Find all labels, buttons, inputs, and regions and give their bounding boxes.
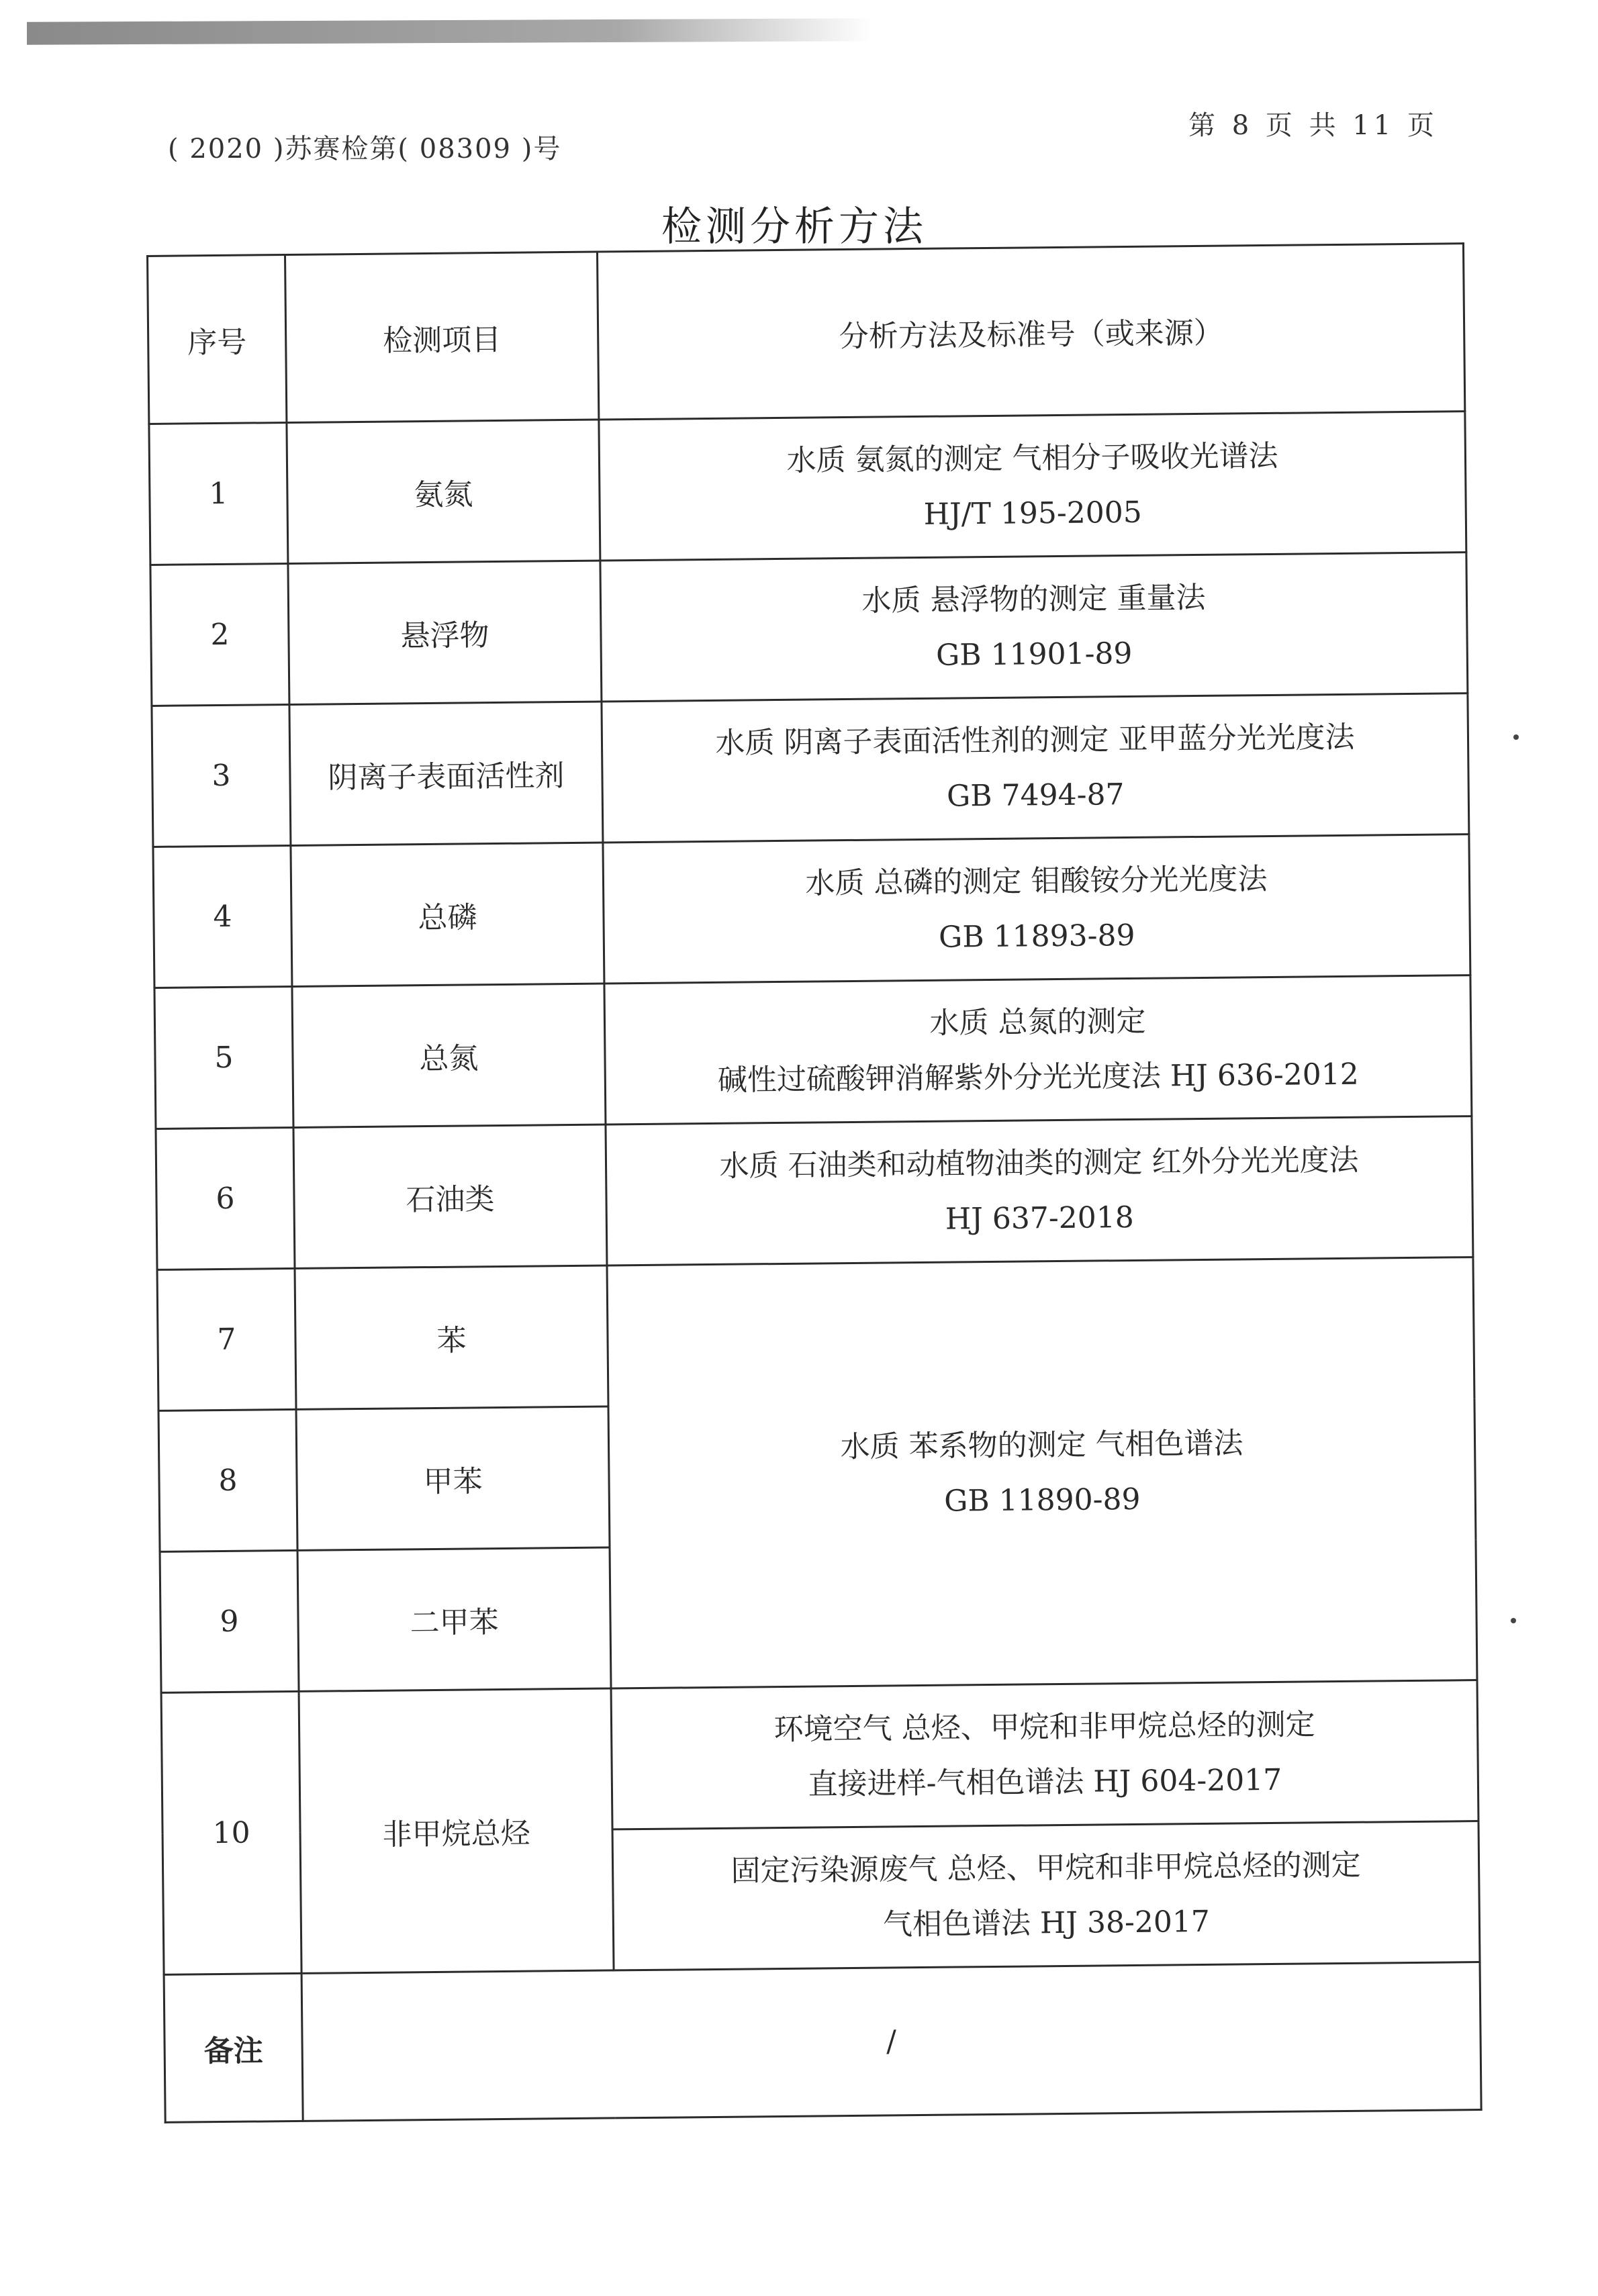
row-method xyxy=(604,975,1472,1125)
method-standard: 碱性过硫酸钾消解紫外分光光度法 HJ 636-2012 xyxy=(717,1057,1359,1098)
table-row xyxy=(157,1257,1474,1411)
table-row xyxy=(161,1680,1478,1834)
row-method xyxy=(599,412,1466,561)
row-no: 1 xyxy=(149,423,288,565)
document-title: 检测分析方法 xyxy=(661,203,927,250)
row-item: 氨氮 xyxy=(287,420,600,563)
method-standard: 直接进样-气相色谱法 HJ 604-2017 xyxy=(808,1762,1282,1802)
row-method xyxy=(600,553,1468,702)
row-no: 7 xyxy=(157,1268,296,1410)
method-standard: GB 7494-87 xyxy=(946,777,1125,814)
row-no: 8 xyxy=(158,1409,297,1551)
table-row xyxy=(153,834,1470,988)
remark-row xyxy=(164,1962,1481,2123)
row-no: 4 xyxy=(153,845,292,988)
row-method xyxy=(606,1116,1473,1265)
method-name: 水质 悬浮物的测定 重量法 xyxy=(861,580,1206,618)
row-item: 石油类 xyxy=(293,1125,607,1268)
report-number: ( 2020 )苏赛检第( 08309 )号 xyxy=(168,134,562,164)
col-header-item: 检测项目 xyxy=(285,252,599,422)
scan-speck xyxy=(1511,1618,1516,1623)
method-standard: GB 11901-89 xyxy=(935,636,1133,673)
method-name: 水质 氨氮的测定 气相分子吸收光谱法 xyxy=(786,438,1278,478)
benzene-group-method xyxy=(607,1257,1477,1688)
remark-value: / xyxy=(301,1962,1481,2121)
row-no: 9 xyxy=(160,1550,299,1692)
row-item: 非甲烷总烃 xyxy=(299,1688,614,1973)
row-no: 10 xyxy=(161,1691,301,1974)
page-indicator: 第 8 页 共 11 页 xyxy=(1188,110,1438,141)
table-row xyxy=(154,975,1472,1129)
col-header-no: 序号 xyxy=(148,255,287,424)
row-item: 甲苯 xyxy=(296,1406,610,1550)
row-item: 苯 xyxy=(295,1265,608,1409)
method-standard: HJ/T 195-2005 xyxy=(923,495,1142,532)
method-name: 水质 石油类和动植物油类的测定 红外分光光度法 xyxy=(719,1143,1359,1184)
methods-table xyxy=(146,242,1483,2123)
row-no: 3 xyxy=(152,704,291,847)
table-row xyxy=(152,693,1469,847)
method-standard: GB 11890-89 xyxy=(943,1482,1141,1519)
row-method xyxy=(602,693,1469,843)
method-name: 环境空气 总烃、甲烷和非甲烷总烃的测定 xyxy=(773,1707,1315,1747)
table-row xyxy=(156,1116,1473,1270)
table-header-row xyxy=(148,244,1465,424)
row-method xyxy=(612,1821,1480,1970)
col-header-method: 分析方法及标准号（或来源） xyxy=(597,244,1464,420)
scan-edge-shadow xyxy=(27,18,873,44)
row-method xyxy=(611,1680,1478,1829)
method-name: 水质 总磷的测定 钼酸铵分光光度法 xyxy=(805,861,1268,901)
scan-speck xyxy=(1513,734,1519,740)
row-item: 总磷 xyxy=(291,843,604,986)
row-no: 5 xyxy=(154,986,293,1129)
method-standard: 气相色谱法 HJ 38-2017 xyxy=(882,1904,1211,1942)
method-name: 固定污染源废气 总烃、甲烷和非甲烷总烃的测定 xyxy=(731,1848,1361,1888)
table-row xyxy=(149,412,1466,565)
row-no: 6 xyxy=(156,1127,295,1270)
remark-label: 备注 xyxy=(164,1973,303,2122)
method-name: 水质 苯系物的测定 气相色谱法 xyxy=(840,1425,1243,1464)
method-name: 水质 总氮的测定 xyxy=(929,1004,1146,1041)
row-method xyxy=(603,834,1470,984)
method-name: 水质 阴离子表面活性剂的测定 亚甲蓝分光光度法 xyxy=(715,720,1355,761)
row-item: 悬浮物 xyxy=(288,561,602,704)
row-item: 阴离子表面活性剂 xyxy=(289,702,603,845)
method-standard: GB 11893-89 xyxy=(938,918,1135,955)
row-item: 总氮 xyxy=(292,984,606,1127)
table-row xyxy=(150,553,1468,706)
row-item: 二甲苯 xyxy=(297,1547,611,1691)
methods-table-container xyxy=(146,242,1480,2121)
method-standard: HJ 637-2018 xyxy=(945,1200,1134,1237)
row-no: 2 xyxy=(150,563,289,706)
